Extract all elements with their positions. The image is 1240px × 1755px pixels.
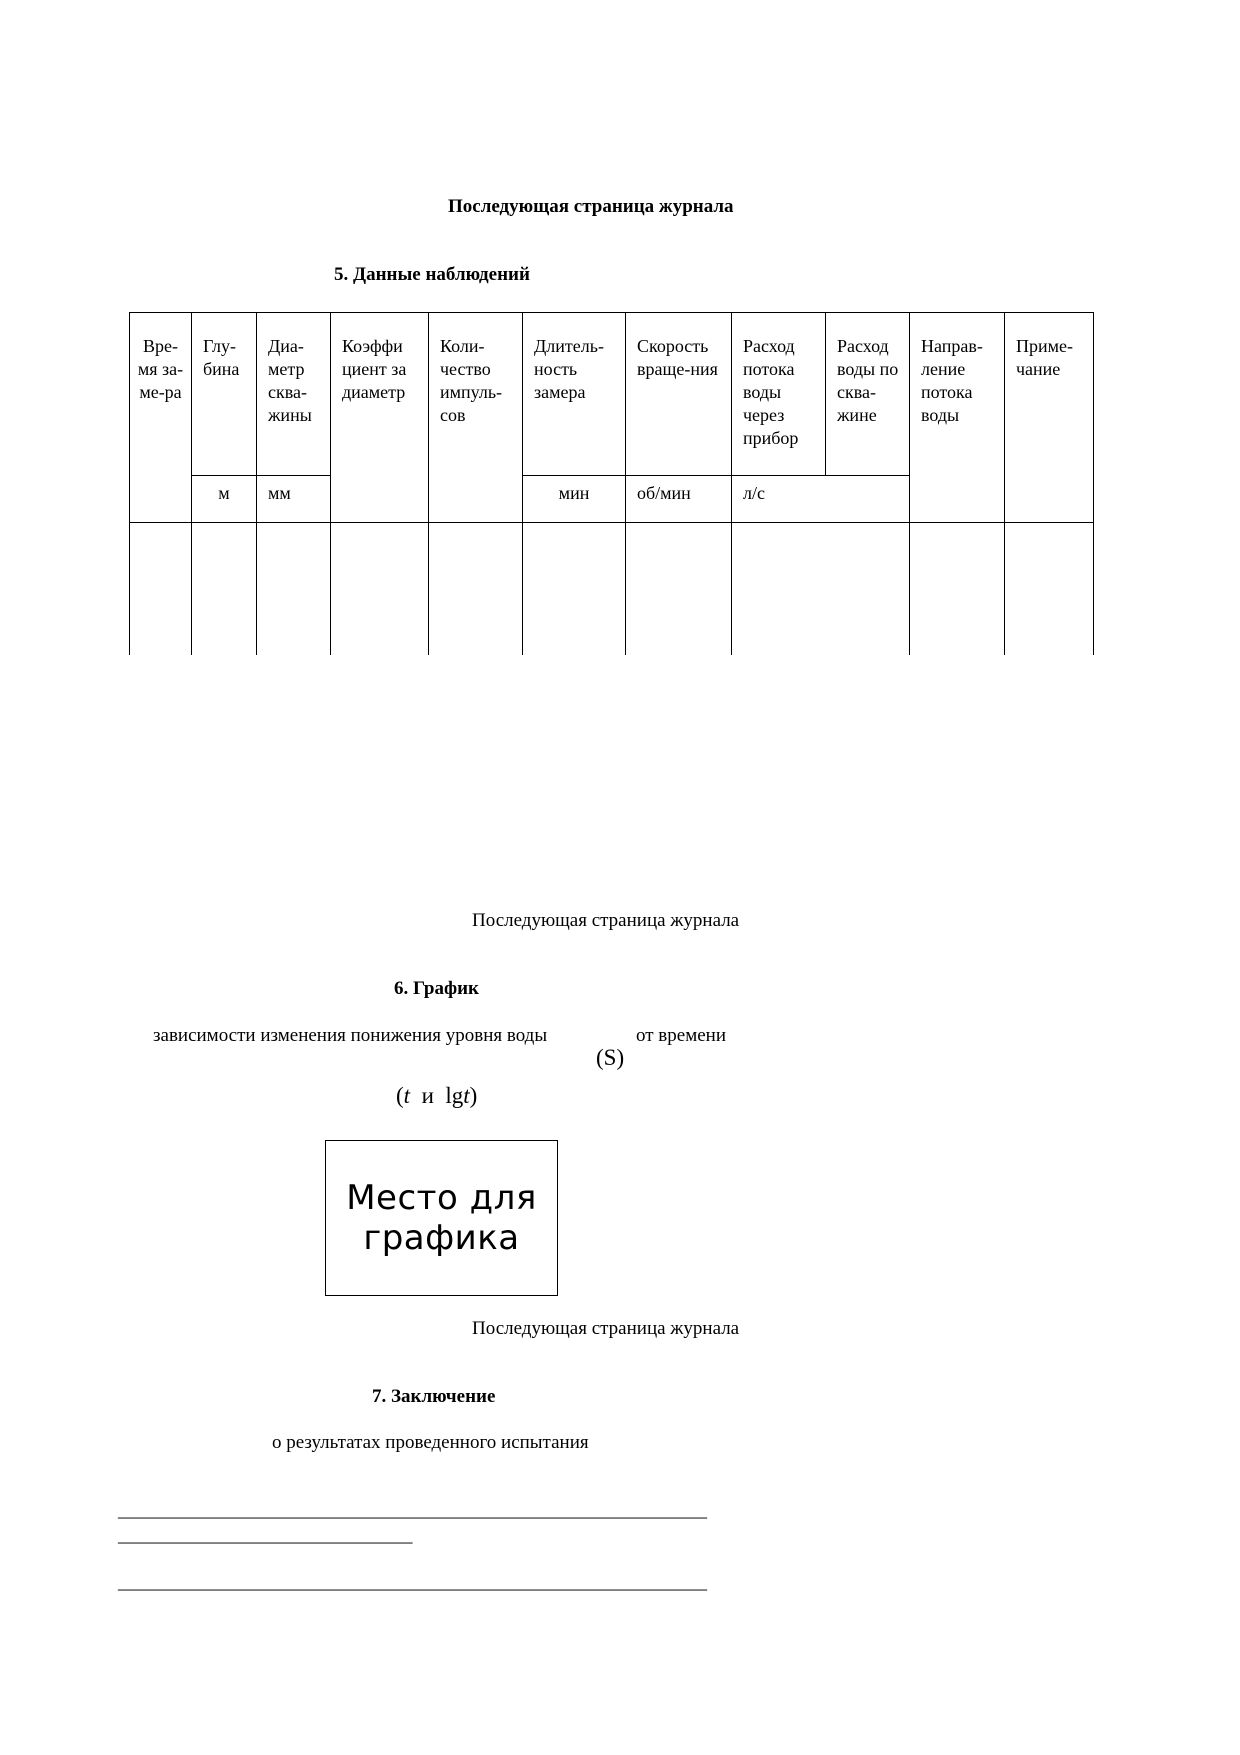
formula-paren-open: (	[396, 1083, 404, 1108]
header-cell-coefficient: Коэффи циент за диаметр	[331, 313, 429, 523]
conclusion-subtitle: о результатах проведенного испытания	[272, 1432, 589, 1453]
header-cell-direction: Направ-ление потока воды	[910, 313, 1005, 523]
header-cell-note: Приме-чание	[1005, 313, 1094, 523]
formula-t: t	[403, 1083, 411, 1108]
page-header-6: Последующая страница журнала	[472, 910, 740, 931]
header-cell-depth: Глу-бина	[192, 313, 257, 476]
graph-subtitle-right: от времени	[636, 1025, 726, 1046]
observation-table	[129, 312, 1094, 655]
formula-lg: lg	[445, 1083, 464, 1108]
formula-time	[396, 1083, 477, 1109]
conclusion-line-2[interactable]: _______________________________	[118, 1525, 413, 1546]
unit-cell-flow: л/с	[732, 476, 910, 523]
unit-cell-rotation: об/мин	[626, 476, 732, 523]
formula-t2: t	[463, 1083, 470, 1108]
graph-placeholder-line1: Место для	[346, 1178, 537, 1218]
header-cell-duration: Длитель-ность замера	[523, 313, 626, 476]
header-cell-flow-device: Расход потока воды через прибор	[732, 313, 826, 476]
header-cell-impulses: Коли-чество импуль-сов	[429, 313, 523, 523]
section-title-6: 6. График	[394, 978, 479, 999]
graph-placeholder	[325, 1140, 558, 1296]
section-title-7: 7. Заключение	[372, 1386, 496, 1407]
conclusion-line-1[interactable]: ______________________________________________________________	[118, 1500, 707, 1521]
header-cell-rotation: Скорость враще-ния	[626, 313, 732, 476]
data-cell[interactable]	[429, 523, 523, 655]
data-cell[interactable]	[257, 523, 331, 655]
formula-s: (S)	[596, 1045, 625, 1070]
page-header-7: Последующая страница журнала	[472, 1318, 740, 1339]
data-cell[interactable]	[910, 523, 1005, 655]
conclusion-line-3[interactable]: ______________________________________________________________	[118, 1572, 707, 1593]
data-cell[interactable]	[1005, 523, 1094, 655]
data-cell[interactable]	[626, 523, 732, 655]
unit-cell-diameter: мм	[257, 476, 331, 523]
data-cell[interactable]	[130, 523, 192, 655]
unit-cell-duration: мин	[523, 476, 626, 523]
graph-placeholder-line2: графика	[363, 1218, 520, 1258]
unit-cell-depth: м	[192, 476, 257, 523]
data-cell[interactable]	[192, 523, 257, 655]
data-cell[interactable]	[523, 523, 626, 655]
header-cell-flow-well: Расход воды по сква-жине	[826, 313, 910, 476]
formula-and: и	[421, 1083, 434, 1108]
header-cell-diameter: Диа-метр сква-жины	[257, 313, 331, 476]
page-header-5: Последующая страница журнала	[448, 196, 734, 217]
graph-subtitle-left: зависимости изменения понижения уровня воды	[153, 1025, 548, 1046]
data-cell[interactable]	[732, 523, 910, 655]
header-cell-time: Вре-мя за-ме-ра	[130, 313, 192, 523]
section-title-5: 5. Данные наблюдений	[334, 264, 530, 285]
data-cell[interactable]	[331, 523, 429, 655]
formula-paren-close: )	[469, 1083, 478, 1108]
